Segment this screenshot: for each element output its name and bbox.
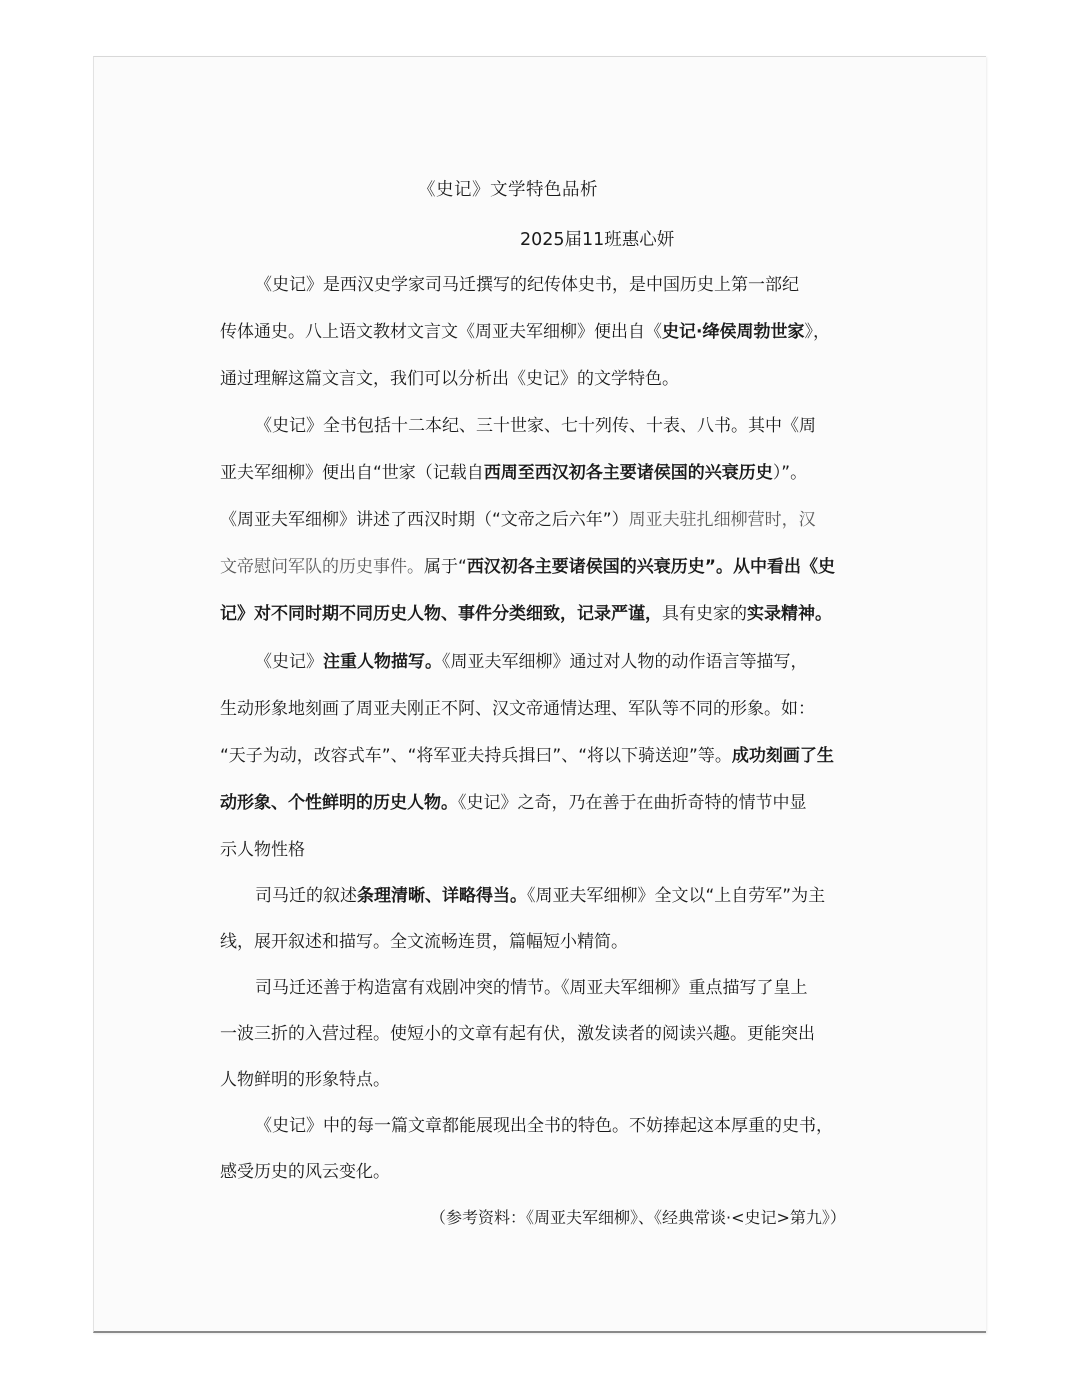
p3-line-3b: 成功刻画了生 xyxy=(731,746,834,766)
p3-line-5: 示人物性格 xyxy=(220,840,305,860)
p3-line-1b: 注重人物描写。 xyxy=(323,652,442,672)
author-line: 2025届11班惠心妍 xyxy=(520,230,675,250)
p5-line-3: 人物鲜明的形象特点。 xyxy=(220,1070,390,1090)
p2-line-2a: 亚夫军细柳》便出自“世家（记载自 xyxy=(220,463,484,483)
p2-line-2b: 西周至西汉初各主要诸侯国的兴衰历史 xyxy=(483,463,773,483)
p3-line-1 xyxy=(255,650,840,674)
p5-line-1: 司马迁还善于构造富有戏剧冲突的情节。《周亚夫军细柳》重点描写了皇上 xyxy=(255,978,808,998)
p4-line-2: 线，展开叙述和描写。全文流畅连贯，篇幅短小精简。 xyxy=(220,932,628,952)
p2-line-3b: 周亚夫驻扎细柳营时，汉 xyxy=(628,510,816,530)
p3-line-1c: 《周亚夫军细柳》通过对人物的动作语言等描写， xyxy=(442,652,808,672)
p2-line-2 xyxy=(220,461,840,485)
reference-line: （参考资料：《周亚夫军细柳》、《经典常谈·<史记>第九》） xyxy=(430,1208,846,1227)
p1-line-2a: 传体通史。八上语文教材文言文《周亚夫军细柳》便出自《 xyxy=(220,322,662,342)
p4-line-1c: 《周亚夫军细柳》全文以“上自劳军”为主 xyxy=(527,886,826,906)
p3-line-1a: 《史记》 xyxy=(255,652,323,672)
p4-line-1 xyxy=(255,884,840,908)
p2-line-5b: 具有史家的 xyxy=(662,604,747,624)
p3-line-3 xyxy=(220,744,840,768)
document-title: 《史记》文学特色品析 xyxy=(418,180,598,200)
p3-line-4 xyxy=(220,791,840,815)
p6-line-1: 《史记》中的每一篇文章都能展现出全书的特色。不妨捧起这本厚重的史书， xyxy=(255,1116,833,1136)
p2-line-3a: 《周亚夫军细柳》讲述了西汉时期（“文帝之后六年”） xyxy=(220,510,629,530)
p2-line-4c: 西汉初各主要诸侯国的兴衰历史”。从中看出《史 xyxy=(466,557,835,577)
p2-line-1: 《史记》全书包括十二本纪、三十世家、七十列传、十表、八书。其中《周 xyxy=(255,416,816,436)
p1-line-1: 《史记》是西汉史学家司马迁撰写的纪传体史书，是中国历史上第一部纪 xyxy=(255,275,799,295)
p6-line-2: 感受历史的风云变化。 xyxy=(220,1162,390,1182)
p2-line-5a: 记》对不同时期不同历史人物、事件分类细致，记录严谨， xyxy=(220,604,662,624)
p3-line-3a: “天子为动，改容式车”、“将军亚夫持兵揖曰”、“将以下骑送迎”等。 xyxy=(220,746,732,766)
p2-line-3 xyxy=(220,508,840,532)
p4-line-1b: 条理清晰、详略得当。 xyxy=(357,886,527,906)
p2-line-4b: 属于“ xyxy=(424,557,467,577)
p4-line-1a: 司马迁的叙述 xyxy=(255,886,357,906)
p1-line-3: 通过理解这篇文言文，我们可以分析出《史记》的文学特色。 xyxy=(220,369,679,389)
p2-line-4 xyxy=(220,555,840,579)
p2-line-4a: 文帝慰问军队的历史事件。 xyxy=(220,557,424,577)
p1-line-2 xyxy=(220,320,840,344)
p1-line-2b: 史记·绛侯周勃世家 xyxy=(662,322,805,342)
p3-line-4a: 动形象、个性鲜明的历史人物。 xyxy=(220,793,458,813)
p5-line-2: 一波三折的入营过程。使短小的文章有起有伏，激发读者的阅读兴趣。更能突出 xyxy=(220,1024,815,1044)
p3-line-2: 生动形象地刻画了周亚夫刚正不阿、汉文帝通情达理、军队等不同的形象。如： xyxy=(220,699,815,719)
p1-line-2c: 》， xyxy=(804,322,830,342)
p2-line-2c: ）”。 xyxy=(772,463,808,483)
p3-line-4b: 《史记》之奇，乃在善于在曲折奇特的情节中显 xyxy=(458,793,807,813)
p2-line-5c: 实录精神。 xyxy=(747,604,832,624)
p2-line-5 xyxy=(220,602,840,626)
